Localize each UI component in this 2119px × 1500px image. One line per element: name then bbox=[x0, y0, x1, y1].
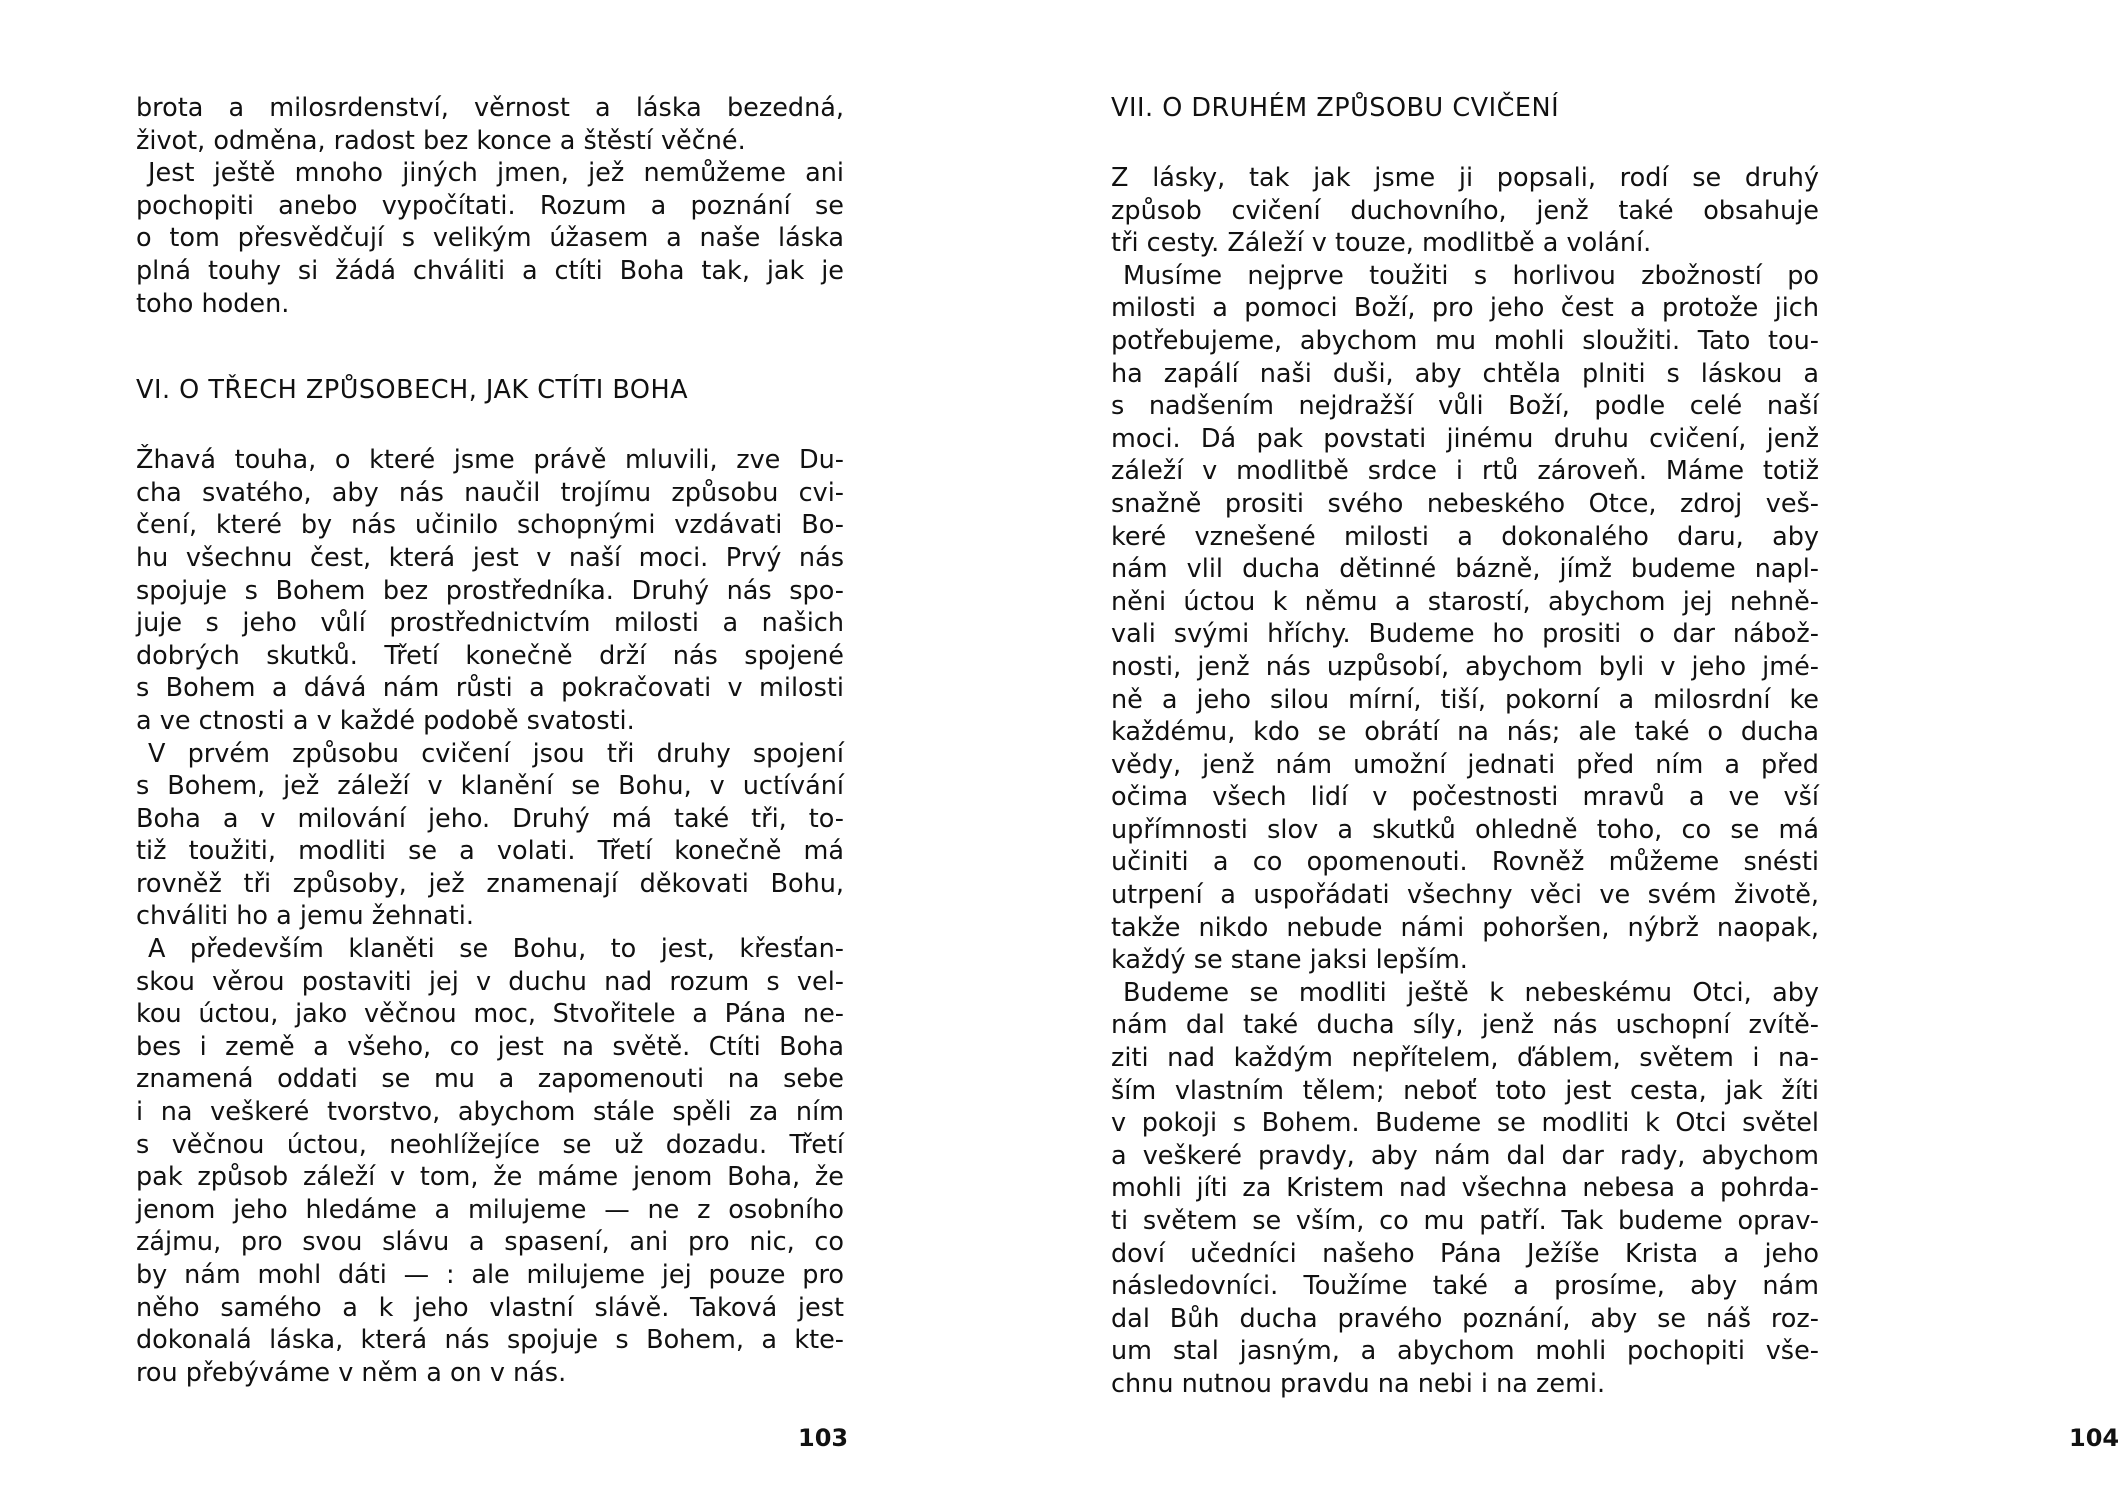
text-line: následovníci. Toužíme také a prosíme, aby nám bbox=[1111, 1271, 1819, 1302]
paragraph bbox=[1111, 977, 1819, 1401]
text-line: moci. Dá pak povstati jinému druhu cvičení, jenž bbox=[1111, 423, 1819, 454]
text-line: znamená oddati se mu a zapomenouti na sebe bbox=[136, 1064, 844, 1095]
text-line: s Bohem, jež záleží v klanění se Bohu, v uctívání bbox=[136, 771, 844, 802]
left-page-text bbox=[136, 92, 844, 1389]
text-line: učiniti a co opomenouti. Rovněž můžeme snésti bbox=[1111, 847, 1819, 878]
text-line: a veškeré pravdy, aby nám dal dar rady, abychom bbox=[1111, 1140, 1819, 1171]
text-line: ti světem se vším, co mu patří. Tak budeme oprav- bbox=[1111, 1206, 1819, 1236]
text-line: tři cesty. Záleží v touze, modlitbě a volání. bbox=[1111, 228, 1652, 259]
text-line: každému, kdo se obrátí na nás; ale také o ducha bbox=[1111, 717, 1819, 748]
text-line: ně a jeho silou mírní, tiší, pokorní a milosrdní ke bbox=[1111, 684, 1819, 715]
text-line: dal Bůh ducha pravého poznání, aby se náš roz- bbox=[1111, 1303, 1819, 1334]
text-line: utrpení a uspořádati všechny věci ve svém životě, bbox=[1111, 880, 1819, 911]
text-line: juje s jeho vůlí prostřednictvím milosti a našich bbox=[136, 608, 844, 639]
right-page bbox=[969, 0, 2119, 1500]
text-line: A především klaněti se Bohu, to jest, křesťan- bbox=[148, 934, 844, 965]
right-page-text bbox=[1111, 92, 1819, 1401]
text-line: s věčnou úctou, neohlížejíce se už dozadu. Třetí bbox=[136, 1129, 844, 1160]
text-line: hu všechnu čest, která jest v naší moci. Prvý nás bbox=[136, 542, 844, 573]
text-line: Žhavá touha, o které jsme právě mluvili, zve Du- bbox=[136, 445, 844, 476]
text-line: pochopiti anebo vypočítati. Rozum a poznání se bbox=[136, 190, 844, 221]
text-line: Musíme nejprve toužiti s horlivou zbožností po bbox=[1123, 260, 1819, 291]
text-line: dobrých skutků. Třetí konečně drží nás spojené bbox=[136, 640, 844, 671]
left-page bbox=[0, 0, 969, 1500]
text-line: rou přebýváme v něm a on v nás. bbox=[136, 1357, 567, 1388]
text-line: s nadšením nejdražší vůli Boží, podle celé naší bbox=[1111, 391, 1819, 422]
text-line: plná touhy si žádá chváliti a ctíti Boha tak, jak je bbox=[136, 255, 844, 286]
text-line: kou úctou, jako věčnou moc, Stvořitele a Pána ne- bbox=[136, 999, 844, 1030]
section-heading: VI. O TŘECH ZPŮSOBECH, JAK CTÍTI BOHA bbox=[136, 375, 689, 406]
text-line: Jest ještě mnoho jiných jmen, jež nemůžeme ani bbox=[148, 158, 844, 189]
text-line: v pokoji s Bohem. Budeme se modliti k Otci světel bbox=[1111, 1108, 1819, 1139]
text-line: pak způsob záleží v tom, že máme jenom Boha, že bbox=[136, 1162, 844, 1193]
text-line: V prvém způsobu cvičení jsou tři druhy spojení bbox=[148, 738, 844, 769]
text-line: dokonalá láska, která nás spojuje s Bohem, a kte- bbox=[136, 1325, 844, 1356]
text-line: toho hoden. bbox=[136, 288, 290, 319]
text-line: vědy, jenž nám umožní jednati před ním a před bbox=[1111, 749, 1819, 780]
text-line: očima všech lidí v počestnosti mravů a ve vší bbox=[1111, 782, 1819, 813]
paragraph bbox=[136, 444, 844, 737]
text-line: snažně prositi svého nebeského Otce, zdroj veš- bbox=[1111, 488, 1819, 519]
text-line: chnu nutnou pravdu na nebi i na zemi. bbox=[1111, 1368, 1606, 1399]
text-line: jenom jeho hledáme a milujeme — ne z osobního bbox=[136, 1194, 844, 1225]
text-line: upřímnosti slov a skutků ohledně toho, co se má bbox=[1111, 814, 1819, 845]
text-line: život, odměna, radost bez konce a štěstí věčné. bbox=[136, 125, 746, 156]
text-line: spojuje s Bohem bez prostředníka. Druhý nás spo- bbox=[136, 575, 844, 606]
page-number-right: 104 bbox=[2069, 1424, 2119, 1452]
text-line: něni úctou k němu a starostí, abychom jej nehně- bbox=[1111, 586, 1819, 617]
text-line: ziti nad každým nepřítelem, ďáblem, světem i na- bbox=[1111, 1043, 1819, 1074]
text-line: o tom přesvědčují s velikým úžasem a naše láska bbox=[136, 223, 844, 254]
text-line: potřebujeme, abychom mu mohli sloužiti. Tato tou- bbox=[1111, 325, 1819, 356]
text-line: Budeme se modliti ještě k nebeskému Otci, aby bbox=[1123, 977, 1819, 1008]
text-line: a ve ctnosti a v každé podobě svatosti. bbox=[136, 705, 635, 736]
text-line: ha zapálí naši duši, aby chtěla plniti s láskou a bbox=[1111, 358, 1819, 389]
paragraph bbox=[136, 738, 844, 934]
text-line: skou věrou postaviti jej v duchu nad rozum s vel- bbox=[136, 966, 844, 997]
text-line: by nám mohl dáti — : ale milujeme jej pouze pro bbox=[136, 1260, 844, 1290]
paragraph bbox=[136, 92, 844, 157]
text-line: s Bohem a dává nám růsti a pokračovati v milosti bbox=[136, 673, 844, 704]
text-line: cha svatého, aby nás naučil trojímu způsobu cvi- bbox=[136, 477, 844, 508]
text-line: mohli jíti za Kristem nad všechna nebesa a pohrda- bbox=[1111, 1173, 1819, 1204]
page-number-left: 103 bbox=[798, 1424, 849, 1452]
text-line: keré vznešené milosti a dokonalého daru, aby bbox=[1111, 521, 1819, 552]
paragraph bbox=[136, 933, 844, 1389]
text-line: um stal jasným, a abychom mohli pochopiti vše- bbox=[1111, 1336, 1819, 1367]
text-line: Z lásky, tak jak jsme ji popsali, rodí se druhý bbox=[1111, 163, 1819, 193]
paragraph bbox=[136, 157, 844, 320]
text-line: takže nikdo nebude námi pohoršen, nýbrž naopak, bbox=[1111, 912, 1819, 943]
text-line: nám vlil ducha dětinné bázně, jímž budeme napl- bbox=[1111, 554, 1819, 585]
text-line: i na veškeré tvorstvo, abychom stále spěli za ním bbox=[136, 1097, 844, 1128]
text-line: brota a milosrdenství, věrnost a láska bezedná, bbox=[136, 93, 844, 123]
text-line: doví učedníci našeho Pána Ježíše Krista a jeho bbox=[1111, 1238, 1819, 1269]
text-line: ším vlastním tělem; neboť toto jest cesta, jak žíti bbox=[1111, 1075, 1819, 1106]
text-line: nosti, jenž nás uzpůsobí, abychom byli v jeho jmé- bbox=[1111, 651, 1819, 682]
text-line: každý se stane jaksi lepším. bbox=[1111, 945, 1468, 976]
text-line: milosti a pomoci Boží, pro jeho čest a protože jich bbox=[1111, 293, 1819, 324]
text-line: vali svými hříchy. Budeme ho prositi o dar nábož- bbox=[1111, 619, 1819, 650]
section-heading: VII. O DRUHÉM ZPŮSOBU CVIČENÍ bbox=[1111, 93, 1560, 123]
text-line: způsob cvičení duchovního, jenž také obsahuje bbox=[1111, 195, 1819, 226]
text-line: Boha a v milování jeho. Druhý má také tři, to- bbox=[136, 803, 844, 834]
paragraph bbox=[1111, 162, 1819, 260]
text-line: tiž toužiti, modliti se a volati. Třetí konečně má bbox=[136, 836, 844, 867]
text-line: nám dal také ducha síly, jenž nás uschopní zvítě- bbox=[1111, 1010, 1819, 1041]
text-line: bes i země a všeho, co jest na světě. Ctíti Boha bbox=[136, 1031, 844, 1062]
text-line: něho samého a k jeho vlastní slávě. Taková jest bbox=[136, 1292, 844, 1323]
text-line: zájmu, pro svou slávu a spasení, ani pro nic, co bbox=[136, 1227, 844, 1258]
text-line: chváliti ho a jemu žehnati. bbox=[136, 901, 474, 932]
text-line: záleží v modlitbě srdce i rtů zároveň. Máme totiž bbox=[1111, 456, 1819, 487]
paragraph bbox=[1111, 260, 1819, 977]
text-line: čení, které by nás učinilo schopnými vzdávati Bo- bbox=[136, 510, 844, 541]
text-line: rovněž tři způsoby, jež znamenají děkovati Bohu, bbox=[136, 868, 844, 899]
